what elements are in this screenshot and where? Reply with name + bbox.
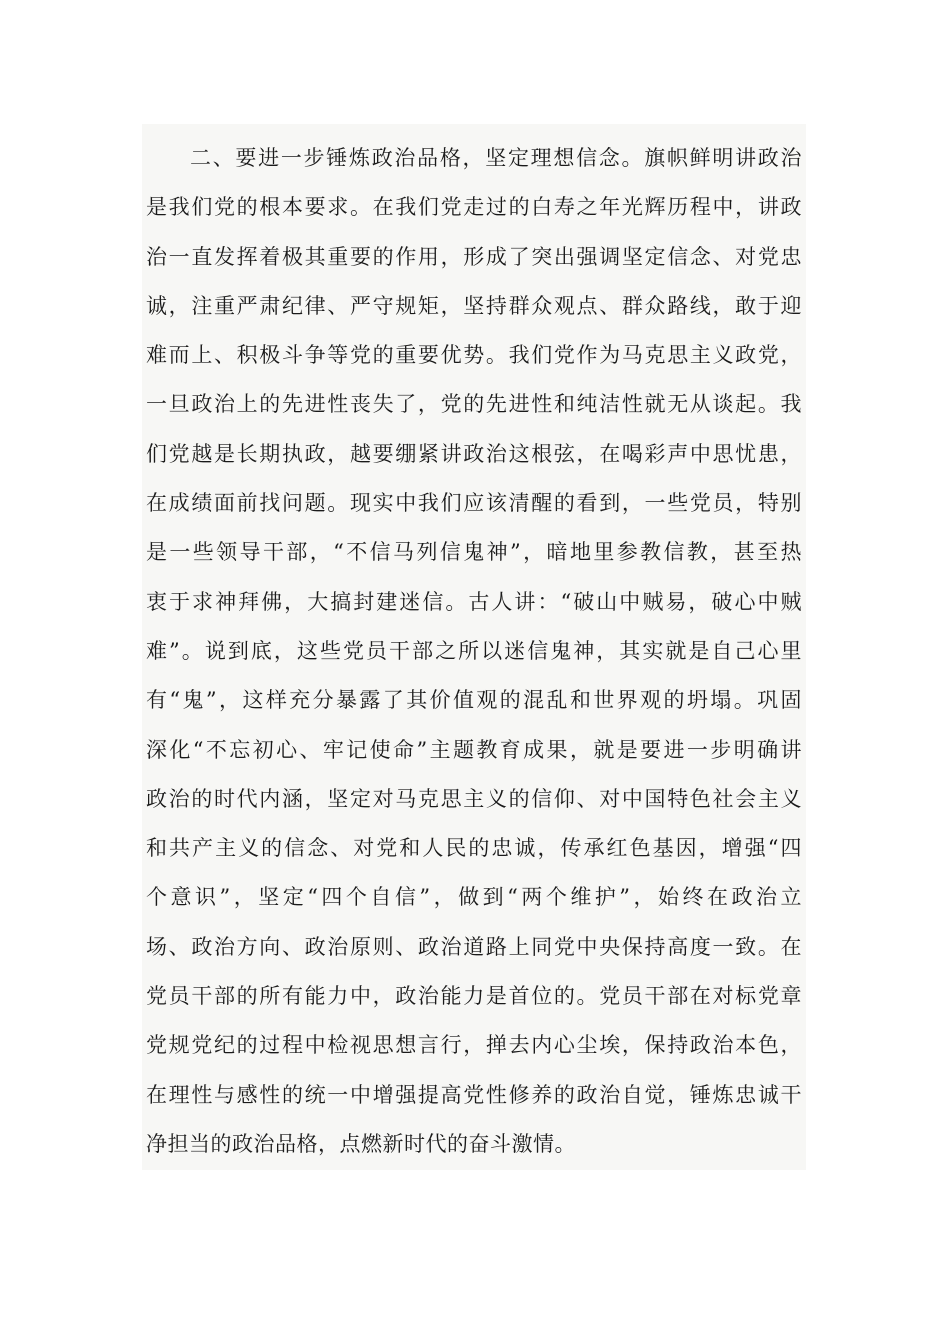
paragraph-line: 个意识”，坚定“四个自信”，做到“两个维护”，始终在政治立 — [146, 885, 802, 910]
paragraph-line: 们党越是长期执政，越要绷紧讲政治这根弦，在喝彩声中思忧患， — [146, 441, 802, 466]
paragraph-line: 有“鬼”，这样充分暴露了其价值观的混乱和世界观的坍塌。巩固 — [146, 688, 802, 713]
paragraph-line: 在理性与感性的统一中增强提高党性修养的政治自觉，锤炼忠诚干 — [146, 1082, 802, 1107]
paragraph-line: 净担当的政治品格，点燃新时代的奋斗激情。 — [146, 1131, 576, 1156]
paragraph-line: 治一直发挥着极其重要的作用，形成了突出强调坚定信念、对党忠 — [146, 244, 802, 269]
paragraph-line: 是我们党的根本要求。在我们党走过的白寿之年光辉历程中，讲政 — [146, 195, 802, 220]
paragraph-line: 难”。说到底，这些党员干部之所以迷信鬼神，其实就是自己心里 — [146, 638, 802, 663]
paragraph-line: 党员干部的所有能力中，政治能力是首位的。党员干部在对标党章 — [146, 984, 802, 1009]
paragraph-line: 诚，注重严肃纪律、严守规矩，坚持群众观点、群众路线，敢于迎 — [146, 293, 802, 318]
paragraph-line: 在成绩面前找问题。现实中我们应该清醒的看到，一些党员，特别 — [146, 491, 802, 516]
paragraph-line: 是一些领导干部，“不信马列信鬼神”，暗地里参教信教，甚至热 — [146, 540, 802, 565]
paragraph-line: 深化“不忘初心、牢记使命”主题教育成果，就是要进一步明确讲 — [146, 737, 802, 762]
paragraph-line: 衷于求神拜佛，大搞封建迷信。古人讲：“破山中贼易，破心中贼 — [146, 589, 802, 614]
body-paragraph — [142, 124, 806, 1170]
paragraph-line: 和共产主义的信念、对党和人民的忠诚，传承红色基因，增强“四 — [146, 836, 802, 861]
paragraph-line: 难而上、积极斗争等党的重要优势。我们党作为马克思主义政党， — [146, 343, 802, 368]
paragraph-line: 党规党纪的过程中检视思想言行，掸去内心尘埃，保持政治本色， — [146, 1033, 802, 1058]
paragraph-line: 政治的时代内涵，坚定对马克思主义的信仰、对中国特色社会主义 — [146, 786, 802, 811]
paragraph-line: 场、政治方向、政治原则、政治道路上同党中央保持高度一致。在 — [146, 934, 802, 959]
paragraph-line: 一旦政治上的先进性丧失了，党的先进性和纯洁性就无从谈起。我 — [146, 392, 802, 417]
paragraph-line: 二、要进一步锤炼政治品格，坚定理想信念。旗帜鲜明讲政治 — [190, 146, 802, 170]
